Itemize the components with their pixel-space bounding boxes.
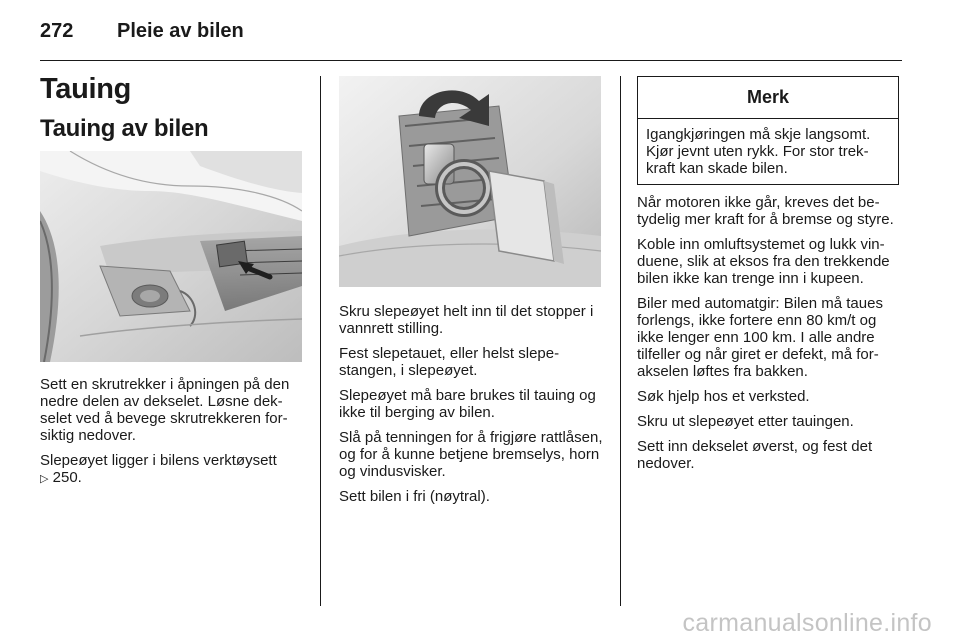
note-box <box>637 76 899 185</box>
column-divider-1 <box>320 76 321 606</box>
column-divider-2 <box>620 76 621 606</box>
column3-paragraph: Når motoren ikke går, kreves det betydelig mer kraft for å bremse og styre. <box>637 194 894 228</box>
column1-paragraph: Slepeøyet ligger i bilens verktøysett ▷ 250. <box>40 452 277 486</box>
column2-paragraph: Slepeøyet må bare brukes til tauing og ikke til berging av bilen. <box>339 387 596 421</box>
note-text: Igangkjøringen må skje langsomt. Kjør jevnt uten rykk. For stor trekkraft kan skade bilen. <box>646 126 871 177</box>
column3-paragraph: Sett inn dekselet øverst, og fest det nedover. <box>637 438 873 472</box>
column3-paragraph: Skru ut slepeøyet etter tauingen. <box>637 413 854 430</box>
reference-page: 250. <box>52 469 82 486</box>
subsection-title: Tauing av bilen <box>40 115 209 142</box>
bumper-cover-illustration <box>40 151 302 362</box>
section-title: Tauing <box>40 73 132 105</box>
column2-paragraph: Fest slepetauet, eller helst slepestangen, i slepeøyet. <box>339 345 560 379</box>
column2-text <box>339 303 605 513</box>
page-number: 272 <box>40 20 74 42</box>
watermark: carmanualsonline.info <box>682 609 932 637</box>
chapter-title: Pleie av bilen <box>117 20 244 42</box>
column1-text <box>40 376 302 488</box>
column3-paragraph: Biler med automatgir: Bilen må taues forlengs, ikke fortere enn 80 km/t og ikke lenger enn 100 km. I alle andre tilfeller og når giret er defekt, må forakselen løftes fra bakken. <box>637 295 883 380</box>
column2-paragraph: Skru slepeøyet helt inn til det stopper i vannrett stilling. <box>339 303 594 337</box>
column2-paragraph: Slå på tenningen for å frigjøre rattlåsen, og for å kunne betjene bremselys, horn og vindusvisker. <box>339 429 603 480</box>
column3-text <box>637 194 903 480</box>
tow-eye-illustration <box>339 76 601 287</box>
column3-paragraph: Søk hjelp hos et verksted. <box>637 388 810 405</box>
note-title: Merk <box>638 77 898 119</box>
column1-paragraph: Sett en skrutrekker i åpningen på den nedre delen av dekselet. Løsne dekselet ved å bevege skrutrekkeren forsiktig nedover. <box>40 376 290 444</box>
reference-arrow-icon: ▷ <box>40 473 49 485</box>
column3-paragraph: Koble inn omluftsystemet og lukk vinduene, slik at eksos fra den trekkende bilen ikke kan trenge inn i kupeen. <box>637 236 890 287</box>
header-rule <box>40 60 902 61</box>
column2-paragraph: Sett bilen i fri (nøytral). <box>339 488 490 505</box>
